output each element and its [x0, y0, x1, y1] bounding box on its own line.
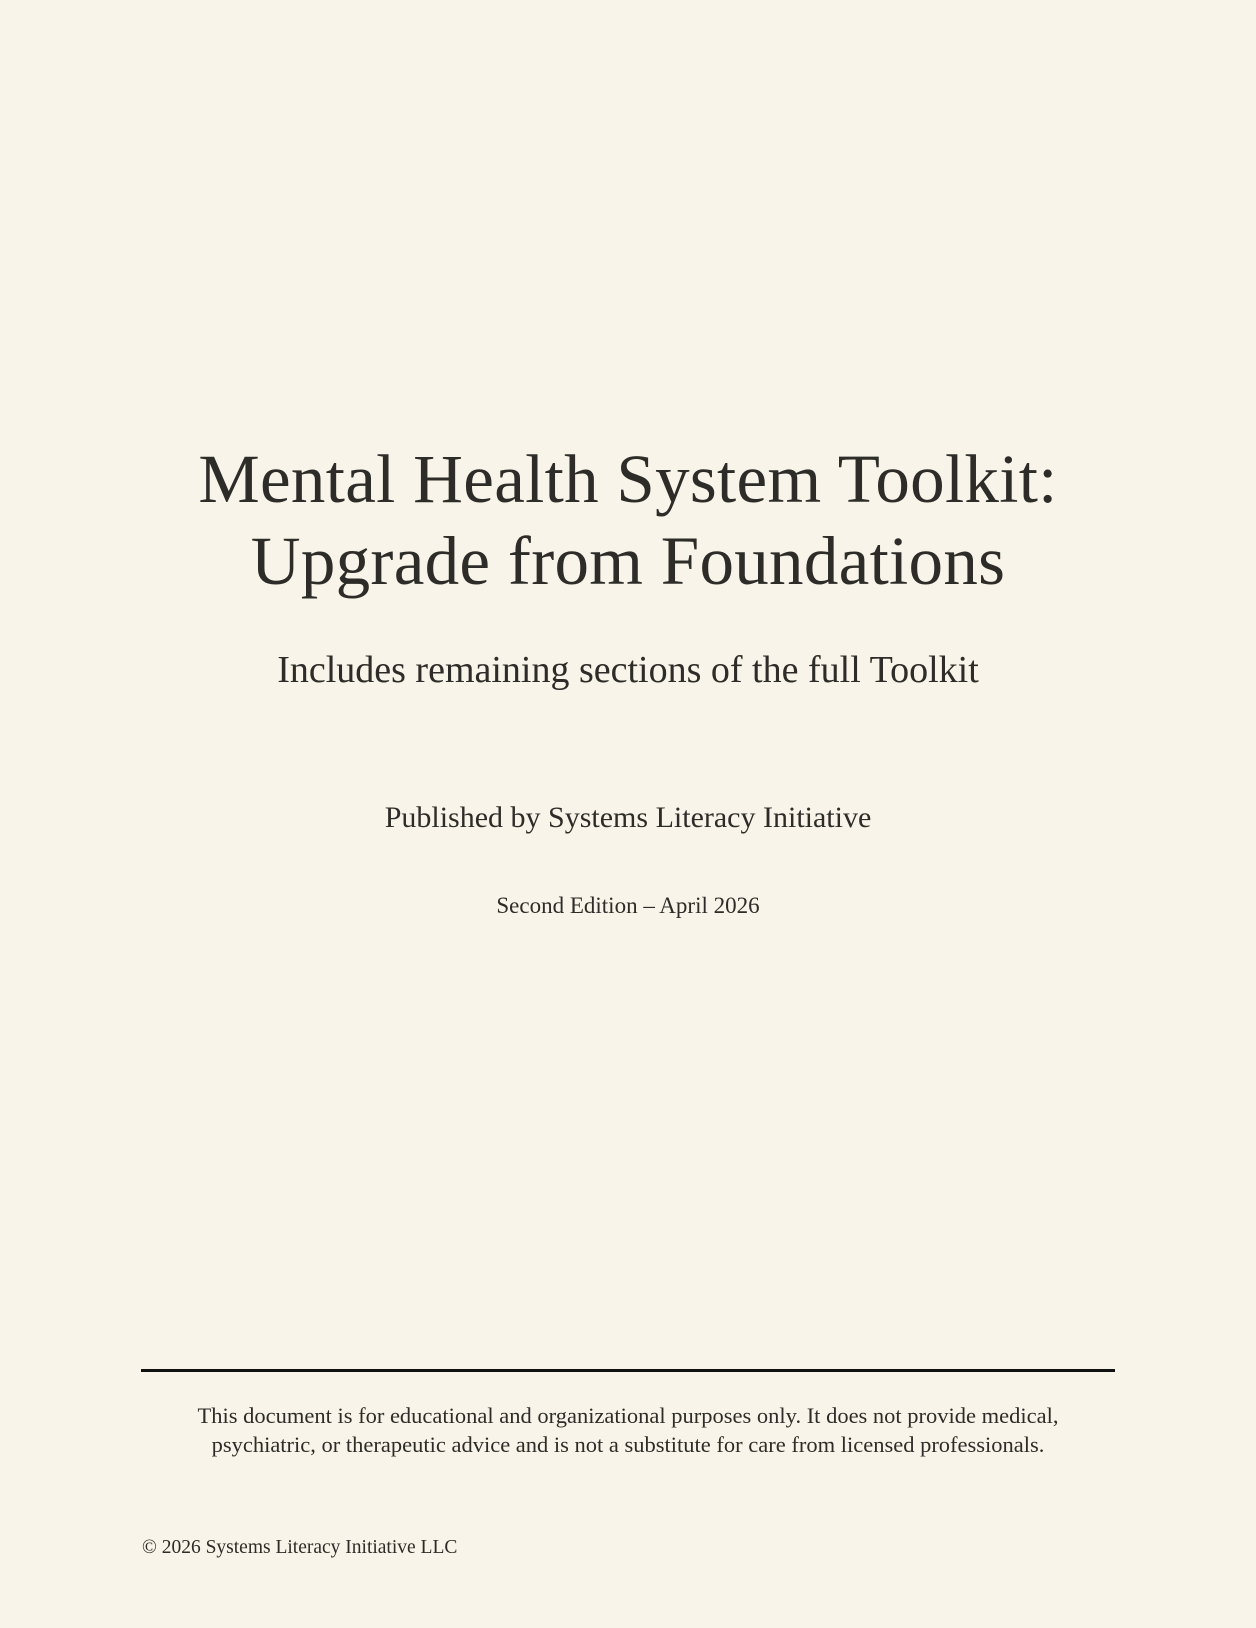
document-title [0, 438, 1256, 602]
publisher-line: Published by Systems Literacy Initiative [384, 801, 872, 834]
edition-line: Second Edition – April 2026 [496, 893, 760, 918]
title-line-1: Mental Health System Toolkit: [198, 441, 1058, 517]
disclaimer-line-1: This document is for educational and organizational purposes only. It does not provide medical, [197, 1403, 1059, 1428]
disclaimer [141, 1401, 1115, 1459]
horizontal-rule [141, 1369, 1115, 1372]
copyright-notice: © 2026 Systems Literacy Initiative LLC [142, 1537, 458, 1558]
document-subtitle: Includes remaining sections of the full Toolkit [277, 649, 979, 691]
disclaimer-line-2: psychiatric, or therapeutic advice and is not a substitute for care from licensed professionals. [211, 1432, 1045, 1457]
title-line-2: Upgrade from Foundations [250, 523, 1006, 599]
